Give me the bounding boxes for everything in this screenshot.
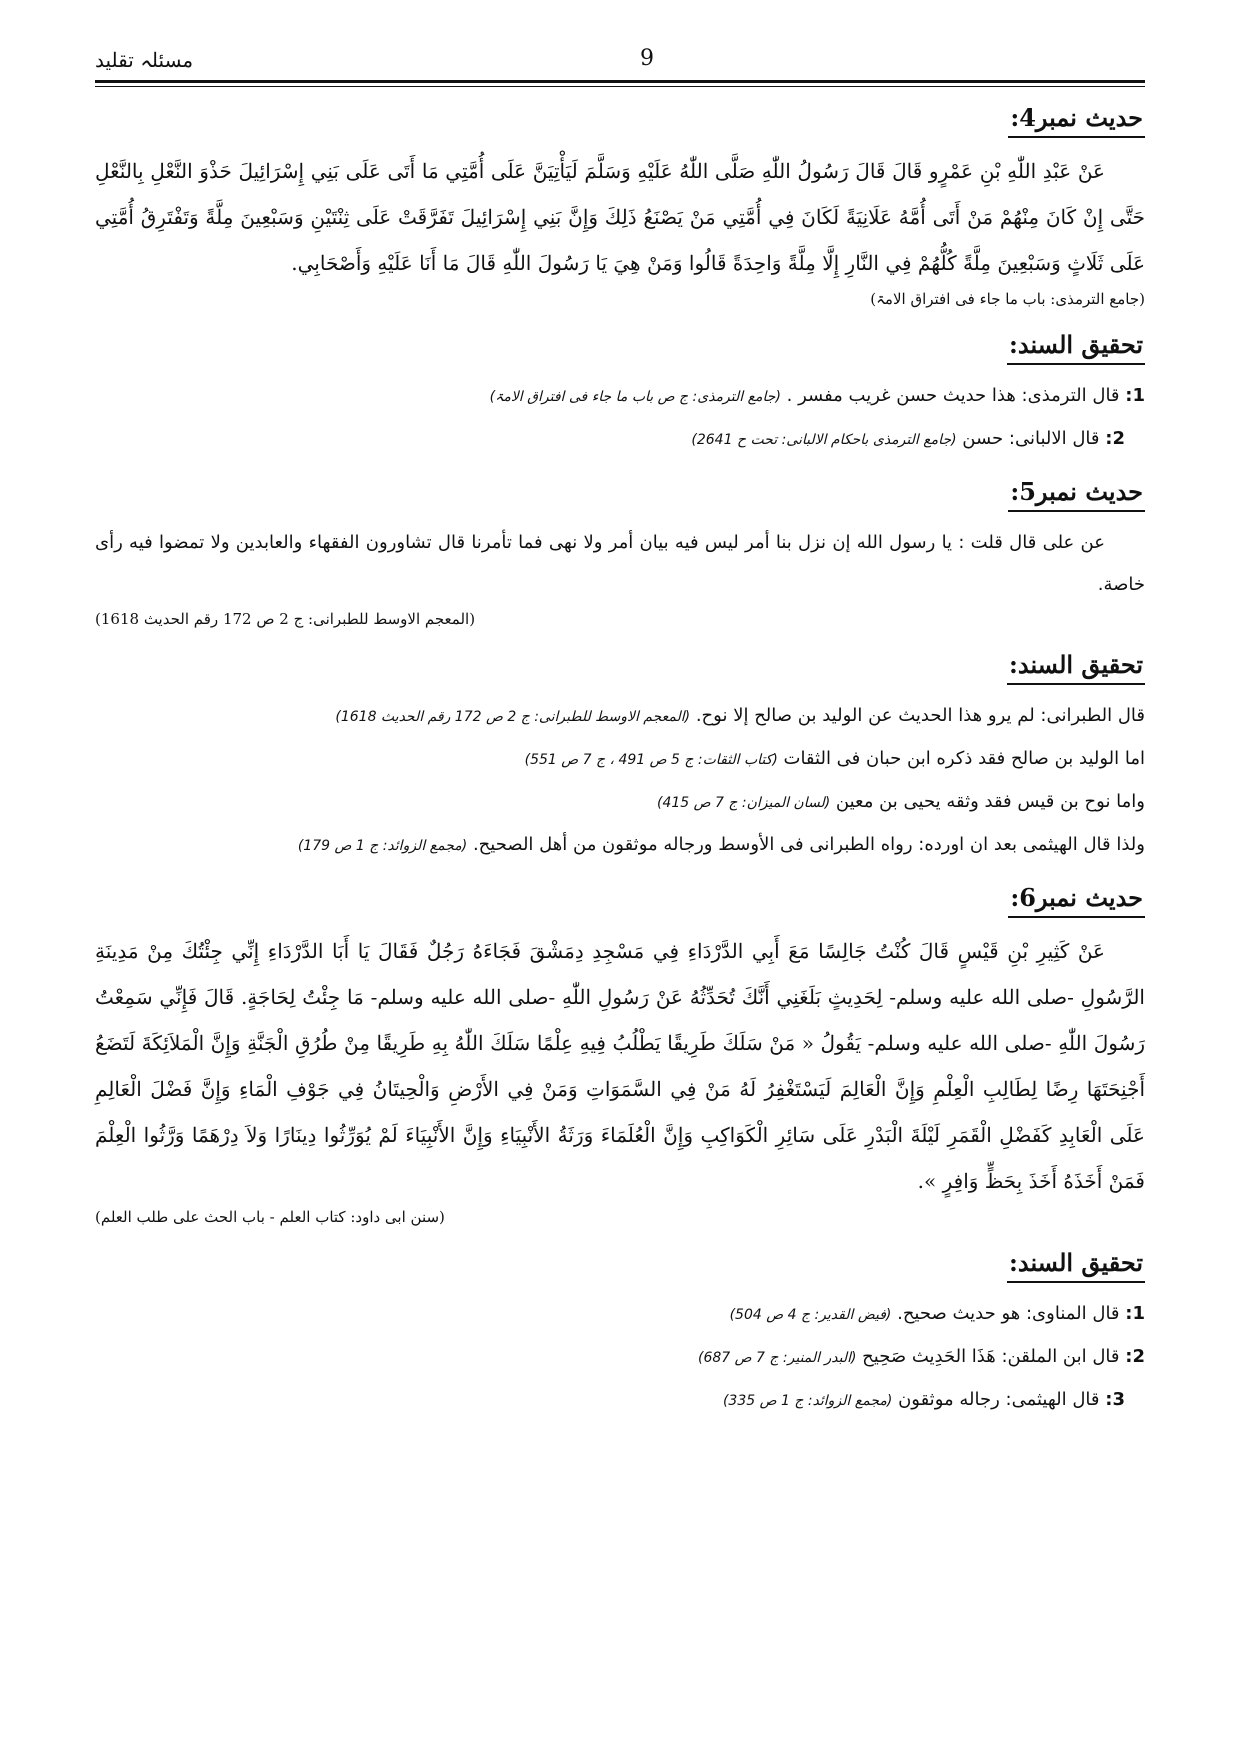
- running-title: مسئلہ تقلید: [95, 48, 194, 72]
- tahqiq3-item: 1: قال المناوی: هو حدیث صحیح. (فیض القدیر: ج 4 ص 504): [729, 1303, 1145, 1324]
- page-number: 9: [640, 46, 654, 71]
- hadith4-reference: (جامع الترمذی: باب ما جاء فی افتراق الامۃ): [870, 290, 1145, 308]
- hadith4-heading: حدیث نمبر4:: [1008, 103, 1145, 138]
- hadith4-text-block: [95, 148, 1145, 286]
- hadith5-text: عن علی قال قلت : یا رسول الله إن نزل بنا أمر لیس فیه بیان أمر ولا نهی فما تأمرنا قال تشاورون الفقهاء والعابدین ولا تمضوا فیه رأی خاصة.: [95, 532, 1145, 595]
- tahqiq2-heading: تحقیق السند:: [1007, 650, 1145, 685]
- tahqiq2-item: واما نوح بن قیس فقد وثقه یحیی بن معین (لسان المیزان: ج 7 ص 415): [657, 791, 1145, 812]
- tahqiq1-item: 1: قال الترمذی: هذا حدیث حسن غریب مفسر . (جامع الترمذی: ج ص باب ما جاء فی افتراق الامۃ): [489, 385, 1145, 406]
- tahqiq3-item: 3: قال الهیثمی: رجاله موثقون (مجمع الزوائد: ج 1 ص 335): [722, 1389, 1125, 1410]
- hadith6-reference: (سنن ابی داود: کتاب العلم - باب الحث علی طلب العلم): [95, 1208, 445, 1226]
- header-rule-thin: [95, 86, 1145, 87]
- tahqiq2-item: ولذا قال الهیثمی بعد ان اورده: رواه الطبرانی فی الأوسط ورجاله موثقون من أهل الصحیح. (مجمع الزوائد: ج 1 ص 179): [297, 834, 1145, 855]
- header-rule: [95, 80, 1145, 83]
- tahqiq3-list: [95, 1293, 1145, 1422]
- tahqiq3-heading: تحقیق السند:: [1007, 1248, 1145, 1283]
- page-header: [95, 40, 1145, 78]
- hadith4-text: عَنْ عَبْدِ اللّٰهِ بْنِ عَمْرٍو قَالَ قَالَ رَسُولُ اللّٰهِ صَلَّى اللّٰهُ عَلَيْهِ وَسَلَّمَ لَيَأْتِيَنَّ عَلَى أُمَّتِي مَا أَتَى عَلَى بَنِي إِسْرَائِيلَ حَذْوَ النَّعْلِ بِالنَّعْلِ حَتَّى إِنْ كَانَ مِنْهُمْ مَنْ أَتَى أُمَّهُ عَلَانِيَةً لَكَانَ فِي أُمَّتِي مَنْ يَصْنَعُ ذَلِكَ وَإِنَّ بَنِي إِسْرَائِيلَ تَفَرَّقَتْ عَلَى ثِنْتَيْنِ وَسَبْعِينَ مِلَّةً وَتَفْتَرِقُ أُمَّتِي عَلَى ثَلَاثٍ وَسَبْعِينَ مِلَّةً كُلُّهُمْ فِي النَّارِ إِلَّا مِلَّةً وَاحِدَةً قَالُوا وَمَنْ هِيَ يَا رَسُولَ اللّٰهِ قَالَ مَا أَنَا عَلَيْهِ وَأَصْحَابِي.: [95, 159, 1145, 275]
- hadith5-text-block: [95, 522, 1145, 606]
- tahqiq2-item: قال الطبرانی: لم یرو هذا الحدیث عن الولید بن صالح إلا نوح. (المعجم الاوسط للطبرانی: ج 2 ص 172 رقم الحدیث 1618): [335, 705, 1145, 726]
- hadith6-heading: حدیث نمبر6:: [1008, 883, 1145, 918]
- tahqiq1-heading: تحقیق السند:: [1007, 330, 1145, 365]
- document-page: [95, 40, 1145, 1422]
- tahqiq2-list: [95, 695, 1145, 867]
- hadith6-text-block: [95, 928, 1145, 1204]
- tahqiq1-list: [95, 375, 1145, 461]
- hadith6-text: عَنْ كَثِيرِ بْنِ قَيْسٍ قَالَ كُنْتُ جَالِسًا مَعَ أَبِي الدَّرْدَاءِ فِي مَسْجِدِ دِمَشْقَ فَجَاءَهُ رَجُلٌ فَقَالَ يَا أَبَا الدَّرْدَاءِ إِنِّي جِئْتُكَ مِنْ مَدِينَةِ الرَّسُولِ -صلى الله عليه وسلم- لِحَدِيثٍ بَلَغَنِي أَنَّكَ تُحَدِّثُهُ عَنْ رَسُولِ اللّٰهِ -صلى الله عليه وسلم- مَا جِئْتُ لِحَاجَةٍ. قَالَ فَإِنِّي سَمِعْتُ رَسُولَ اللّٰهِ -صلى الله عليه وسلم- يَقُولُ « مَنْ سَلَكَ طَرِيقًا يَطْلُبُ فِيهِ عِلْمًا سَلَكَ اللّٰهُ بِهِ طَرِيقًا مِنْ طُرُقِ الْجَنَّةِ وَإِنَّ الْمَلاَئِكَةَ لَتَضَعُ أَجْنِحَتَهَا رِضًا لِطَالِبِ الْعِلْمِ وَإِنَّ الْعَالِمَ لَيَسْتَغْفِرُ لَهُ مَنْ فِي السَّمَوَاتِ وَمَنْ فِي الأَرْضِ وَالْحِيتَانُ فِي جَوْفِ الْمَاءِ وَإِنَّ فَضْلَ الْعَالِمِ عَلَى الْعَابِدِ كَفَضْلِ الْقَمَرِ لَيْلَةَ الْبَدْرِ عَلَى سَائِرِ الْكَوَاكِبِ وَإِنَّ الْعُلَمَاءَ وَرَثَةُ الأَنْبِيَاءِ وَإِنَّ الأَنْبِيَاءَ لَمْ يُوَرِّثُوا دِينَارًا وَلاَ دِرْهَمًا وَرَّثُوا الْعِلْمَ فَمَنْ أَخَذَهُ أَخَذَ بِحَظٍّ وَافِرٍ ».: [95, 939, 1146, 1193]
- tahqiq3-item: 2: قال ابن الملقن: هَذَا الحَدِيث صَحِيح (البدر المنیر: ج 7 ص 687): [698, 1346, 1145, 1367]
- hadith5-heading: حدیث نمبر5:: [1008, 477, 1145, 512]
- tahqiq2-item: اما الولید بن صالح فقد ذکره ابن حبان فی الثقات (کتاب الثقات: ج 5 ص 491 ، ج 7 ص 551): [524, 748, 1145, 769]
- hadith5-reference: (المعجم الاوسط للطبرانی: ج 2 ص 172 رقم الحدیث 1618): [95, 610, 476, 628]
- tahqiq1-item: 2: قال الالبانی: حسن (جامع الترمذی باحکام الالبانی: تحت ح 2641): [691, 428, 1125, 449]
